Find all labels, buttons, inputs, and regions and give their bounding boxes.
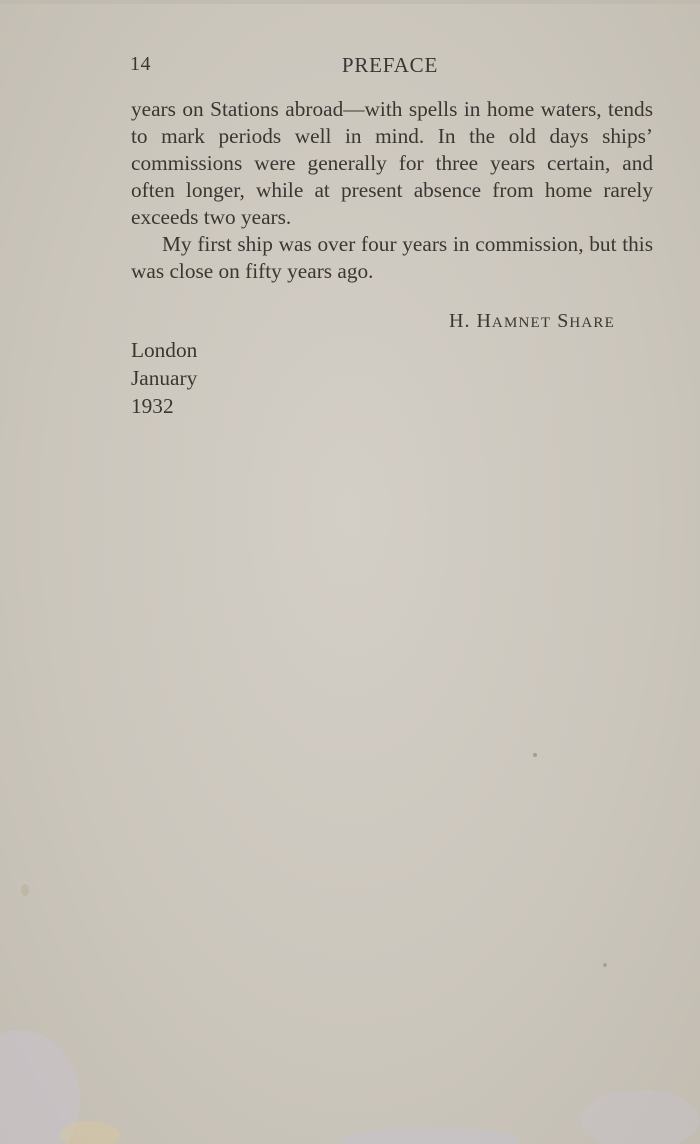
dateline-month: January <box>131 366 198 390</box>
signature-initial: H. <box>449 310 471 332</box>
page-number: 14 <box>130 53 151 75</box>
signature-first-cap: H <box>476 310 492 332</box>
dateline-place: London <box>131 338 198 362</box>
signature-first-rest: AMNET <box>491 315 552 331</box>
preface-text <box>131 96 653 285</box>
dateline-year: 1932 <box>131 394 174 418</box>
signature-last-cap: S <box>557 310 570 332</box>
signature-last-rest: HARE <box>569 315 615 331</box>
dateline <box>131 336 197 420</box>
author-signature <box>449 310 615 333</box>
running-title: PREFACE <box>341 53 439 77</box>
running-head <box>130 53 652 81</box>
paragraph: My first ship was over four years in commission, but this was close on fifty years ago. <box>131 232 653 283</box>
paragraph-continued: years on Stations abroad—with spells in home waters, tends to mark periods well in mind. In the old days ships’ commissions were generally for three years certain, and often longer, while at present absence from home rarely exceeds two years. <box>131 97 653 229</box>
